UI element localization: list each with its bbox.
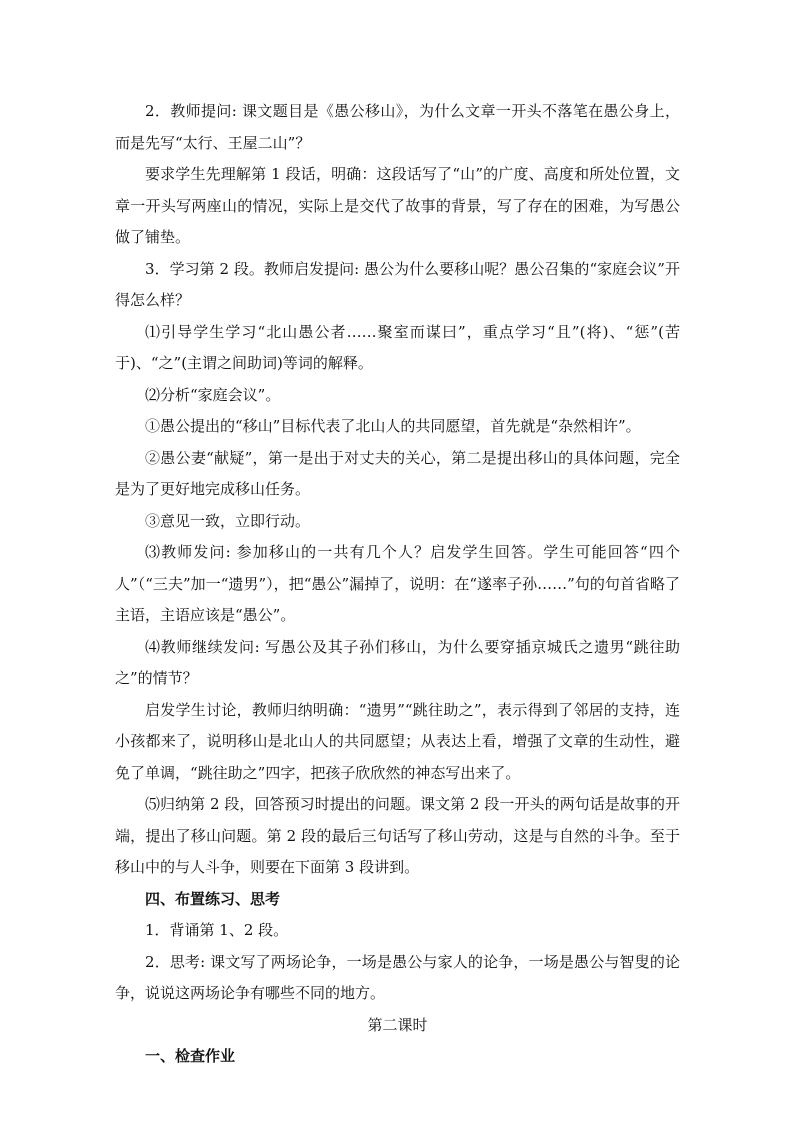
section-heading-assignments: 四、布置练习、思考 — [145, 889, 281, 908]
paragraph-point-3: ③意见一致，立即行动。 — [145, 511, 311, 530]
paragraph-teacher-question-3: ⑶教师发问: 参加移山的一共有几个人？启发学生回答。学生可能回答“四个人”（“三夫”加一“遗男”），把“愚公”漏掉了，说明：在“遂率子孙……”句的句首省略了主语，主语应该是“愚公”。 — [115, 543, 680, 624]
lesson-heading-second: 第二课时 — [367, 1015, 428, 1034]
paragraph-study-segment-2: 3．学习第 2 段。教师启发提问: 愚公为什么要移山呢？愚公召集的“家庭会议”开得怎么样？ — [115, 259, 680, 309]
paragraph-summary-segment-2: ⑸归纳第 2 段，回答预习时提出的问题。课文第 2 段一开头的两句话是故事的开端，提出了移山问题。第 2 段的最后三句话写了移山劳动，这是与自然的斗争。至于移山中的与人斗争，则要在下面第 3 段讲到。 — [115, 795, 680, 876]
paragraph-analyze-family-meeting: ⑵分析“家庭会议”。 — [145, 385, 281, 404]
section-heading-check-homework: 一、检查作业 — [145, 1047, 236, 1065]
paragraph-point-1: ①愚公提出的“移山”目标代表了北山人的共同愿望，首先就是“杂然相许”。 — [145, 417, 641, 435]
paragraph-understand-segment-1: 要求学生先理解第 1 段话，明确：这段话写了“山”的广度、高度和所处位置，文章一开头写两座山的情况，实际上是交代了故事的背景，写了存在的困难，为写愚公做了铺垫。 — [115, 165, 680, 246]
paragraph-point-2: ②愚公妻“献疑”，第一是出于对丈夫的关心，第二是提出移山的具体问题，完全是为了更好地完成移山任务。 — [115, 448, 680, 498]
paragraph-teacher-question-4: ⑷教师继续发问: 写愚公及其子孙们移山，为什么要穿插京城氏之遗男“跳往助之”的情节？ — [115, 637, 680, 687]
paragraph-think: 2．思考: 课文写了两场论争，一场是愚公与家人的论争，一场是愚公与智叟的论争，说说这两场论争有哪些不同的地方。 — [115, 952, 680, 1002]
paragraph-guide-reading: ⑴引导学生学习“北山愚公者……聚室而谋曰”，重点学习“且”(将)、“惩”(苦于)、“之”(主谓之间助词)等词的解释。 — [115, 322, 680, 372]
paragraph-recite: 1．背诵第 1、2 段。 — [145, 921, 289, 939]
paragraph-teacher-question-2: 2．教师提问: 课文题目是《愚公移山》，为什么文章一开头不落笔在愚公身上，而是先写“太行、王屋二山”？ — [115, 102, 680, 152]
paragraph-discussion: 启发学生讨论，教师归纳明确：“遗男”“跳往助之”，表示得到了邻居的支持，连小孩都来了，说明移山是北山人的共同愿望；从表达上看，增强了文章的生动性，避免了单调，“跳往助之”四字，把孩子欣欣然的神态写出来了。 — [115, 700, 680, 782]
document-body — [115, 96, 680, 1073]
